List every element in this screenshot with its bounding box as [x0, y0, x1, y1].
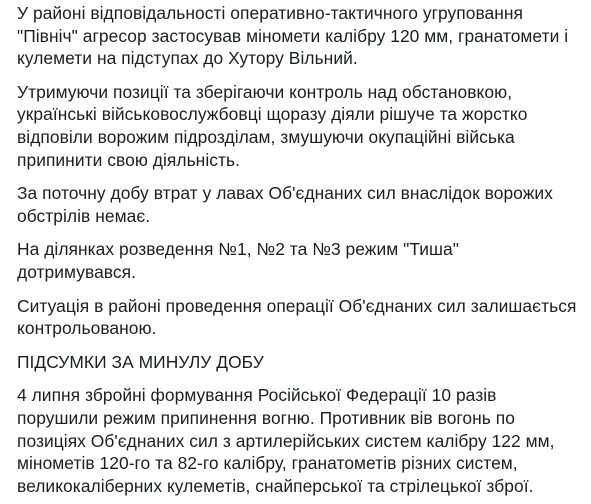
paragraph-holding-positions: Утримуючи позиції та зберігаючи контроль над обстановкою, українські військовослужбовці щоразу діяли рішуче та жорстко відповіли ворожим підрозділам, змушуючи окупаційні війська припинити свою діяльність.: [17, 81, 528, 170]
paragraph-silence-regime: На ділянках розведення №1, №2 та №3 режим "Тиша" дотримувався.: [17, 239, 459, 282]
paragraph-summary: 4 липня збройні формування Російської Федерації 10 разів порушили режим припинення вогню. Противник вів вогонь по позиціях Об'єднаних сил з артилерійських систем калібру 122 мм, мінометів 120-го та 82-го калібру, гранатометів різних систем, великокаліберних кулеметів, снайперської та стрілецької зброї.: [17, 385, 555, 496]
paragraph-north-grouping: У районі відповідальності оперативно-тактичного угруповання "Північ" агресор застосував міномети калібру 120 мм, гранатомети і кулемети на підступах до Хутору Вільний.: [17, 3, 569, 69]
paragraph-situation-controlled: Ситуація в районі проведення операції Об'єднаних сил залишається контрольованою.: [17, 295, 577, 339]
paragraph-no-losses: За поточну добу втрат у лавах Об'єднаних сил внаслідок ворожих обстрілів немає.: [17, 183, 553, 226]
section-heading: ПІДСУМКИ ЗА МИНУЛУ ДОБУ: [17, 351, 264, 372]
